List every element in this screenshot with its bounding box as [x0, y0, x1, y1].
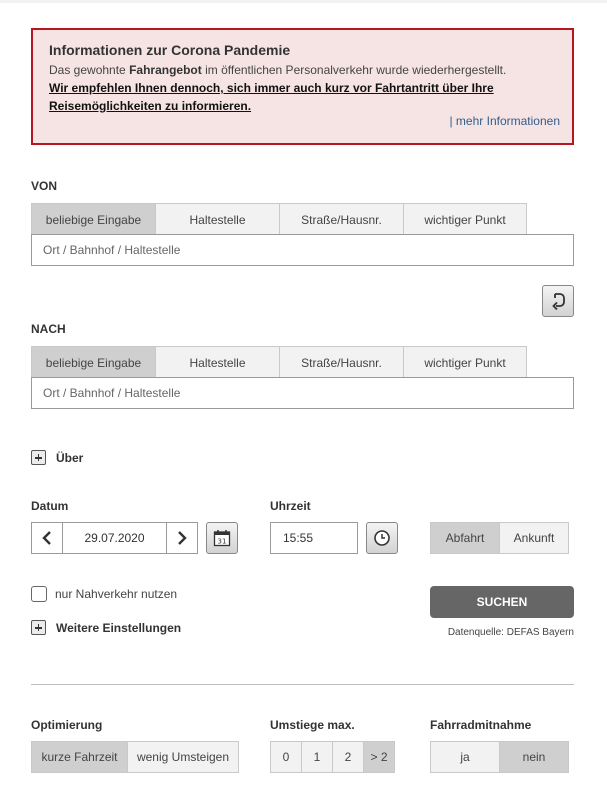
von-tab-stop[interactable]: Haltestelle — [155, 203, 279, 235]
time-label: Uhrzeit — [270, 499, 311, 513]
departure-option[interactable]: Abfahrt — [431, 523, 500, 553]
optimization-toggle — [31, 741, 239, 773]
von-label: VON — [31, 179, 58, 193]
more-settings-toggle[interactable] — [31, 620, 181, 635]
direction-toggle — [430, 522, 569, 554]
local-only-label: nur Nahverkehr nutzen — [55, 587, 178, 601]
arrival-option[interactable]: Ankunft — [500, 523, 568, 553]
top-border — [0, 0, 607, 3]
nach-tab-poi[interactable]: wichtiger Punkt — [403, 346, 527, 378]
von-tab-street[interactable]: Straße/Hausnr. — [279, 203, 403, 235]
nach-tab-any[interactable]: beliebige Eingabe — [31, 346, 155, 378]
transfers-0[interactable]: 0 — [271, 742, 302, 772]
clock-button[interactable] — [366, 522, 398, 554]
transfers-1[interactable]: 1 — [302, 742, 333, 772]
swap-button[interactable] — [542, 285, 574, 317]
transfers-more[interactable]: > 2 — [364, 742, 394, 772]
bike-no[interactable]: nein — [500, 742, 568, 772]
corona-notice — [31, 28, 574, 145]
search-button[interactable]: SUCHEN — [430, 586, 574, 618]
next-day-button[interactable] — [166, 523, 197, 553]
more-settings-label: Weitere Einstellungen — [56, 620, 182, 635]
optimization-fast[interactable]: kurze Fahrzeit — [32, 742, 128, 772]
nach-tabs — [31, 346, 527, 378]
von-tabs — [31, 203, 527, 235]
von-tab-any[interactable]: beliebige Eingabe — [31, 203, 155, 235]
local-only-row[interactable] — [31, 586, 177, 602]
swap-icon — [550, 291, 566, 311]
optimization-label: Optimierung — [31, 718, 103, 732]
via-toggle[interactable] — [31, 450, 83, 465]
von-tab-poi[interactable]: wichtiger Punkt — [403, 203, 527, 235]
via-label: Über — [56, 450, 84, 465]
prev-day-button[interactable] — [32, 523, 63, 553]
local-only-checkbox[interactable] — [31, 586, 47, 602]
notice-title: Informationen zur Corona Pandemie — [49, 42, 291, 58]
transfers-label: Umstiege max. — [270, 718, 355, 732]
nach-tab-street[interactable]: Straße/Hausnr. — [279, 346, 403, 378]
nach-input[interactable] — [31, 377, 574, 409]
date-label: Datum — [31, 499, 69, 513]
calendar-day-text: 31 — [217, 537, 227, 546]
plus-icon — [31, 620, 46, 635]
plus-icon — [31, 450, 46, 465]
more-info-link[interactable]: | mehr Informationen — [449, 114, 560, 128]
transfers-toggle — [270, 741, 395, 773]
data-source: Datenquelle: DEFAS Bayern — [447, 627, 574, 638]
date-picker — [31, 522, 198, 554]
divider — [31, 684, 574, 685]
calendar-button[interactable] — [206, 522, 238, 554]
von-input[interactable] — [31, 234, 574, 266]
nach-tab-stop[interactable]: Haltestelle — [155, 346, 279, 378]
bike-label: Fahrradmitnahme — [430, 718, 532, 732]
clock-icon — [373, 529, 391, 547]
optimization-few-transfers[interactable]: wenig Umsteigen — [128, 742, 238, 772]
chevron-left-icon — [42, 531, 52, 545]
chevron-right-icon — [177, 531, 187, 545]
bike-toggle — [430, 741, 569, 773]
transfers-2[interactable]: 2 — [333, 742, 364, 772]
notice-text: Das gewohnte Fahrangebot im öffentlichen Personalverkehr wurde wiederhergestellt. — [49, 63, 507, 77]
notice-warning: Wir empfehlen Ihnen dennoch, sich immer auch kurz vor Fahrtantritt über Ihre Reisemöglichkeiten zu informieren. — [49, 81, 494, 113]
time-input[interactable] — [270, 522, 358, 554]
bike-yes[interactable]: ja — [431, 742, 500, 772]
date-value[interactable]: 29.07.2020 — [84, 531, 145, 545]
calendar-icon — [213, 529, 231, 547]
nach-label: NACH — [31, 322, 66, 336]
